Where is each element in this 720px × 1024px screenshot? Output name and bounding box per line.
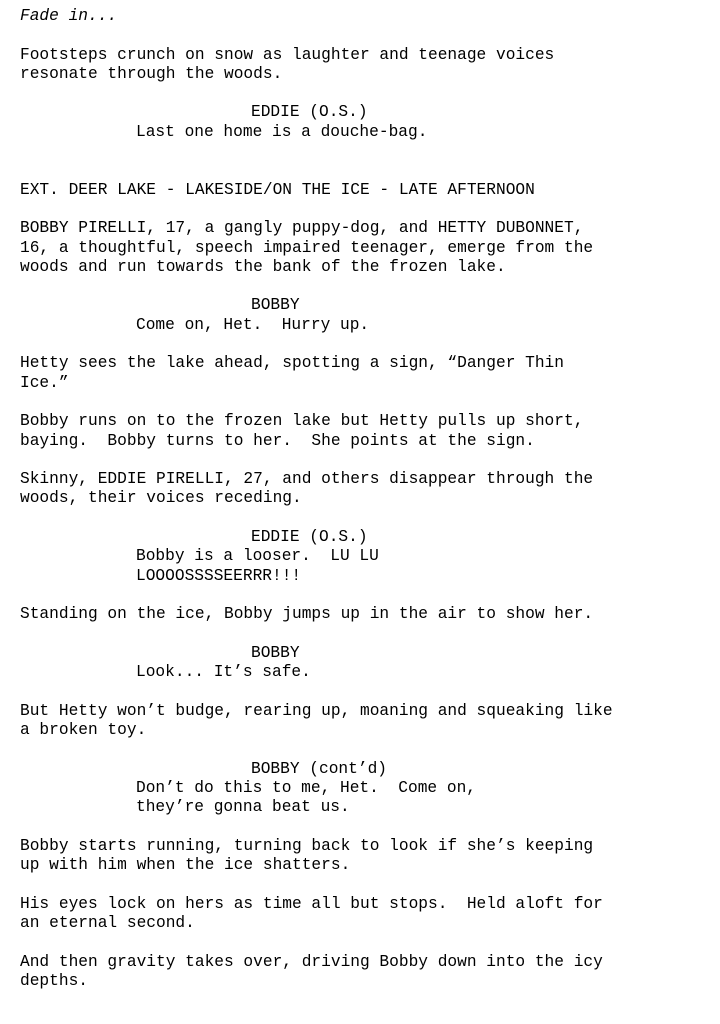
action-sign: Hetty sees the lake ahead, spotting a sign, “Danger Thin Ice.” [20,354,564,392]
action-eyes-lock: His eyes lock on hers as time all but stops. Held aloft for an eternal second. [20,894,603,932]
character-eddie-os: EDDIE (O.S.) [251,103,368,122]
spacer [20,200,710,219]
spacer [20,26,710,45]
dialogue-eddie-2: Bobby is a looser. LU LU LOOOOSSSSEERRR!!! [136,547,379,585]
dialogue-bobby-2: Look... It’s safe. [136,663,311,682]
character-bobby: BOBBY [251,296,300,315]
spacer [20,682,710,701]
spacer [20,84,710,103]
character-bobby: BOBBY [251,643,300,662]
dialogue-bobby-3: Don’t do this to me, Het. Come on, they’re gonna beat us. [136,778,476,817]
action-ice-shatters: Bobby starts running, turning back to look if she’s keeping up with him when the ice shatters. [20,836,594,875]
spacer [20,817,710,836]
action-footsteps: Footsteps crunch on snow as laughter and teenage voices resonate through the woods. [20,45,555,83]
scene-heading: EXT. DEER LAKE - LAKESIDE/ON THE ICE - LATE AFTERNOON [20,180,535,199]
character-eddie-os: EDDIE (O.S.) [251,528,368,547]
spacer [20,451,710,470]
dialogue-bobby-1: Come on, Het. Hurry up. [136,315,370,334]
screenplay-page [20,0,710,991]
spacer [20,335,710,354]
spacer [20,393,710,412]
character-bobby-contd: BOBBY (cont’d) [251,759,387,778]
action-eddie-disappears: Skinny, EDDIE PIRELLI, 27, and others disappear through the woods, their voices receding. [20,470,594,508]
action-gravity: And then gravity takes over, driving Bobby down into the icy depths. [20,952,603,990]
transition-fade-in: Fade in... [20,7,118,25]
dialogue-eddie-1: Last one home is a douche-bag. [136,122,428,141]
spacer [20,509,710,528]
spacer [20,740,710,759]
spacer [20,586,710,605]
spacer [20,933,710,952]
spacer [20,142,710,181]
spacer [20,277,710,296]
action-introduction: BOBBY PIRELLI, 17, a gangly puppy-dog, and HETTY DUBONNET, 16, a thoughtful, speech impaired teenager, emerge from the woods and run towards the bank of the frozen lake. [20,219,594,276]
action-jumps: Standing on the ice, Bobby jumps up in the air to show her. [20,605,594,624]
spacer [20,875,710,894]
action-bobby-runs: Bobby runs on to the frozen lake but Hetty pulls up short, baying. Bobby turns to her. She points at the sign. [20,412,584,450]
action-hetty-wont-budge: But Hetty won’t budge, rearing up, moaning and squeaking like a broken toy. [20,701,613,739]
spacer [20,625,710,644]
